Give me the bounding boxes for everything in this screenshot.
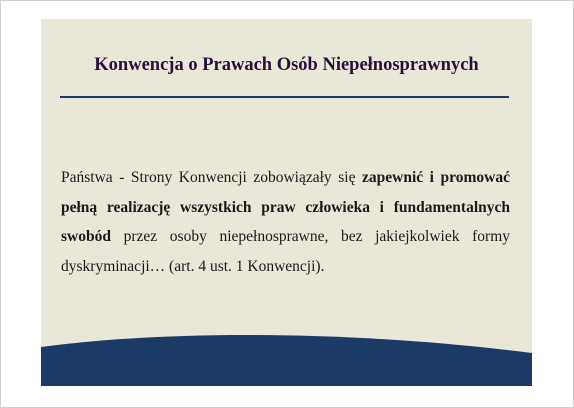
paragraph-text-part-3: przez osoby niepełnosprawne, bez jakiejkolwiek formy dyskryminacji… (art. 4 ust. 1 Konwencji). [61, 228, 510, 275]
footer-wave-band [41, 329, 532, 386]
paragraph-bold-text: zapewnić i promować pełną realizację wszystkich praw człowieka i fundamentalnych swobód [61, 169, 510, 245]
slide-title: Konwencja o Prawach Osób Niepełnosprawnych [94, 55, 479, 75]
title-divider [60, 96, 509, 98]
paragraph-text-part-1: Państwa - Strony Konwencji zobowiązały się [61, 169, 362, 186]
footer-wave-shape [41, 335, 532, 386]
slide-body-paragraph [61, 163, 510, 281]
slide [41, 19, 532, 386]
